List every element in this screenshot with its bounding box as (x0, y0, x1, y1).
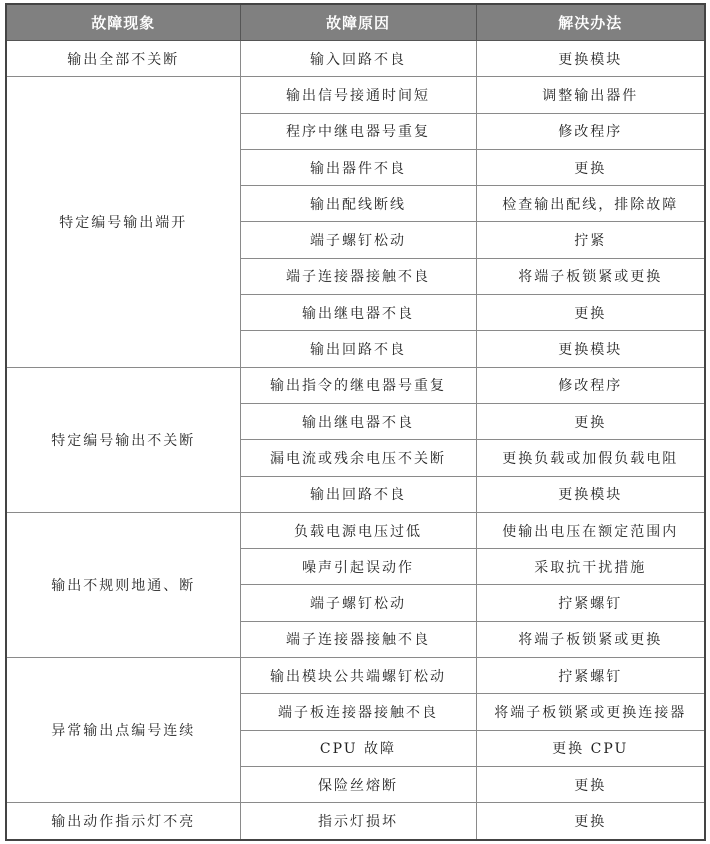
table-row (6, 512, 705, 548)
solution-cell: 更换负载或加假负载电阻 (476, 440, 705, 476)
solution-cell: 采取抗干扰措施 (476, 549, 705, 585)
solution-cell: 将端子板锁紧或更换 (476, 621, 705, 657)
cause-cell: 输出回路不良 (240, 476, 476, 512)
header-solution: 解决办法 (476, 4, 705, 41)
cause-cell: 输出继电器不良 (240, 295, 476, 331)
cause-cell: 输出模块公共端螺钉松动 (240, 658, 476, 694)
cause-cell: 保险丝熔断 (240, 766, 476, 802)
header-symptom: 故障现象 (6, 4, 240, 41)
cause-cell: 负载电源电压过低 (240, 512, 476, 548)
cause-cell: 输入回路不良 (240, 41, 476, 77)
solution-cell: 使输出电压在额定范围内 (476, 512, 705, 548)
solution-cell: 更换 (476, 766, 705, 802)
cause-cell: 漏电流或残余电压不关断 (240, 440, 476, 476)
cause-cell: 程序中继电器号重复 (240, 113, 476, 149)
symptom-cell: 输出不规则地通、断 (6, 512, 240, 657)
cause-cell: 端子螺钉松动 (240, 585, 476, 621)
cause-cell: 输出继电器不良 (240, 403, 476, 439)
cause-cell: 端子螺钉松动 (240, 222, 476, 258)
table-row (6, 41, 705, 77)
solution-cell: 检查输出配线，排除故障 (476, 186, 705, 222)
table-row (6, 367, 705, 403)
symptom-cell: 输出动作指示灯不亮 (6, 803, 240, 840)
table-row (6, 658, 705, 694)
table-row (6, 803, 705, 840)
table-row (6, 77, 705, 113)
header-row (6, 4, 705, 41)
cause-cell: 输出信号接通时间短 (240, 77, 476, 113)
cause-cell: 端子连接器接触不良 (240, 258, 476, 294)
solution-cell: 拧紧螺钉 (476, 585, 705, 621)
symptom-cell: 特定编号输出端开 (6, 77, 240, 367)
solution-cell: 更换 (476, 295, 705, 331)
solution-cell: 更换模块 (476, 331, 705, 367)
symptom-cell: 异常输出点编号连续 (6, 658, 240, 803)
solution-cell: 修改程序 (476, 113, 705, 149)
cause-cell: 输出指令的继电器号重复 (240, 367, 476, 403)
cause-cell: 输出回路不良 (240, 331, 476, 367)
fault-table-container (5, 3, 704, 841)
symptom-cell: 特定编号输出不关断 (6, 367, 240, 512)
solution-cell: 更换 CPU (476, 730, 705, 766)
cause-cell: 输出器件不良 (240, 149, 476, 185)
solution-cell: 更换模块 (476, 476, 705, 512)
solution-cell: 更换模块 (476, 41, 705, 77)
cause-cell: CPU 故障 (240, 730, 476, 766)
table-body (6, 41, 705, 840)
solution-cell: 更换 (476, 149, 705, 185)
solution-cell: 更换 (476, 403, 705, 439)
solution-cell: 拧紧 (476, 222, 705, 258)
solution-cell: 拧紧螺钉 (476, 658, 705, 694)
header-cause: 故障原因 (240, 4, 476, 41)
cause-cell: 噪声引起误动作 (240, 549, 476, 585)
solution-cell: 更换 (476, 803, 705, 840)
solution-cell: 将端子板锁紧或更换 (476, 258, 705, 294)
cause-cell: 端子板连接器接触不良 (240, 694, 476, 730)
solution-cell: 将端子板锁紧或更换连接器 (476, 694, 705, 730)
symptom-cell: 输出全部不关断 (6, 41, 240, 77)
cause-cell: 输出配线断线 (240, 186, 476, 222)
solution-cell: 调整输出器件 (476, 77, 705, 113)
cause-cell: 指示灯损坏 (240, 803, 476, 840)
cause-cell: 端子连接器接触不良 (240, 621, 476, 657)
solution-cell: 修改程序 (476, 367, 705, 403)
fault-table (5, 3, 706, 841)
